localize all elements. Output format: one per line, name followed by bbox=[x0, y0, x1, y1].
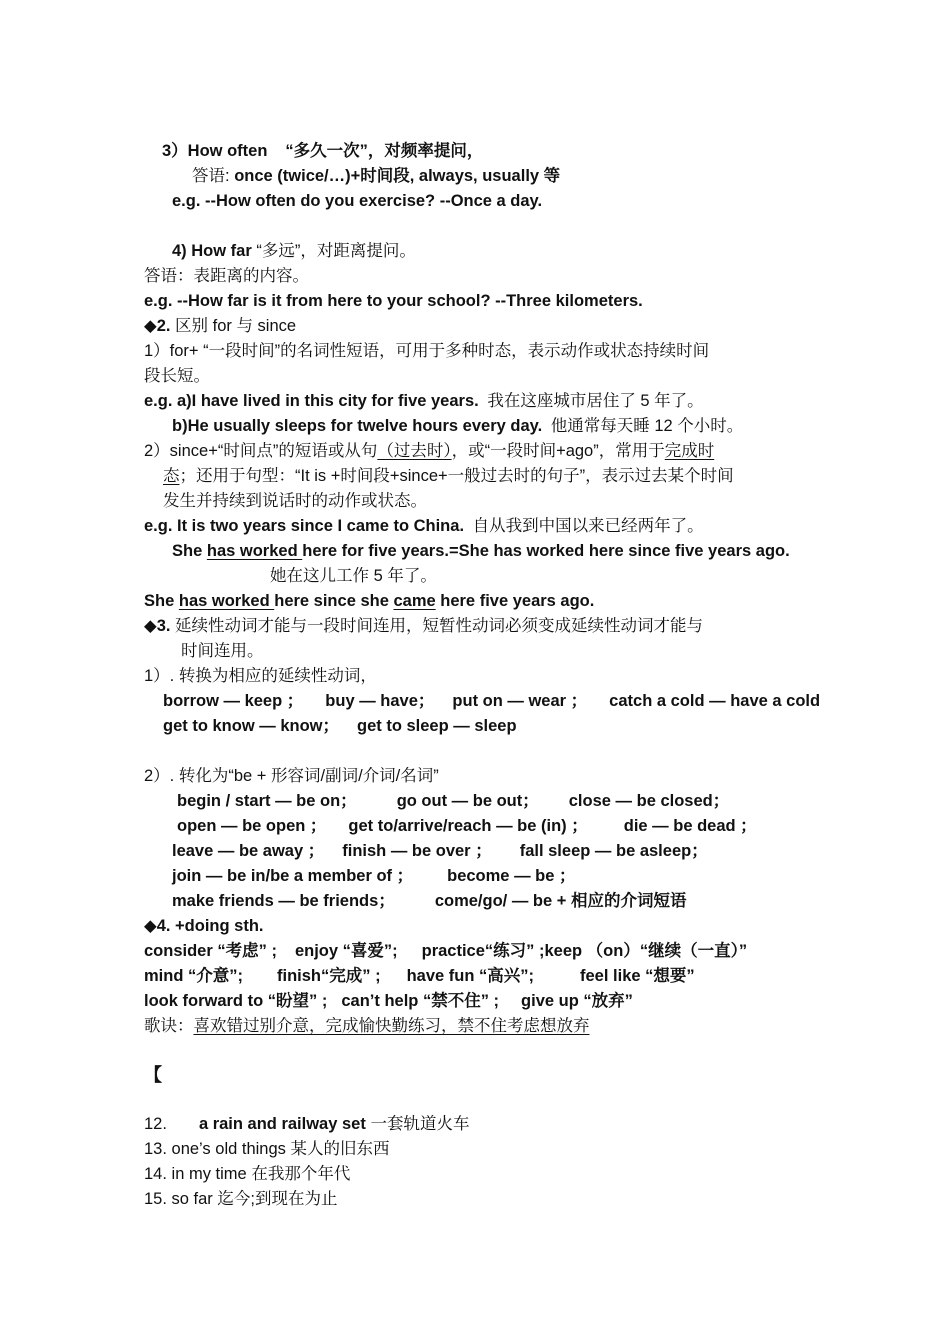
example-b-cn: 他通常每天睡 12 个小时。 bbox=[550, 417, 744, 435]
since-rule-line3: 发生并持续到说话时的动作或状态。 bbox=[163, 492, 427, 510]
vocab-number: 13. bbox=[144, 1140, 167, 1158]
section4-heading: ◆4. +doing sth. bbox=[144, 917, 264, 935]
verb-pair: make friends — be friends； bbox=[172, 892, 395, 910]
example-e bbox=[144, 589, 594, 614]
how-far-label: 4) How far bbox=[172, 242, 252, 260]
pairs2-row-c bbox=[172, 839, 708, 864]
vocab-item bbox=[144, 1187, 338, 1212]
section3-heading-line2: 时间连用。 bbox=[181, 642, 264, 660]
for-rule-line2: 段长短。 bbox=[144, 367, 210, 385]
pairs1-row-b bbox=[163, 714, 517, 739]
vocab-cn: 一套轨道火车 bbox=[370, 1115, 470, 1133]
how-far-example: e.g. --How far is it from here to your school? --Three kilometers. bbox=[144, 292, 643, 310]
since-rule-line2 bbox=[163, 464, 734, 489]
vocab-item bbox=[144, 1162, 350, 1187]
how-often-answer: once (twice/…)+时间段, always, usually 等 bbox=[234, 167, 561, 185]
verb-pair: put on — wear ； bbox=[452, 692, 588, 710]
example-d-subject: She bbox=[172, 542, 207, 560]
vocab-en: so far bbox=[171, 1190, 213, 1208]
verb-pair: catch a cold — have a cold bbox=[609, 692, 821, 710]
vocab-cn: 某人的旧东西 bbox=[290, 1140, 390, 1158]
rhyme-line bbox=[144, 1014, 590, 1039]
verb-pair: get to know — know； bbox=[163, 717, 339, 735]
verb-pair: come/go/ — be + 相应的介词短语 bbox=[434, 892, 687, 910]
verb-pair: get to sleep — sleep bbox=[357, 717, 517, 735]
since-rule-b: ，或“一段时间+ago”，常用于 bbox=[451, 442, 665, 460]
doing-row-1 bbox=[144, 939, 747, 964]
how-often-example: e.g. --How often do you exercise? --Once a day. bbox=[172, 192, 543, 210]
vocab-number: 15. bbox=[144, 1190, 167, 1208]
example-e-mid: here since she bbox=[274, 592, 394, 610]
verb-pair: become — be ； bbox=[447, 867, 576, 885]
doing-verb: have fun “高兴”; bbox=[406, 967, 535, 985]
how-often-meaning: “多久一次”，对频率提问， bbox=[285, 142, 484, 160]
doing-verb: can’t help “禁不住” ; bbox=[341, 992, 500, 1010]
example-d bbox=[172, 539, 790, 564]
verb-pair: get to/arrive/reach — be (in) ； bbox=[348, 817, 588, 835]
rhyme-label: 歌诀： bbox=[144, 1017, 194, 1035]
rhyme-text: 喜欢错过别介意，完成愉快勤练习，禁不住考虑想放弃 bbox=[193, 1017, 590, 1035]
doing-row-3 bbox=[144, 989, 633, 1014]
pairs2-row-d bbox=[172, 864, 576, 889]
verb-pair: finish — be over ； bbox=[342, 842, 492, 860]
how-often-answer-prefix: 答语: bbox=[192, 167, 230, 185]
section3-sub1: 1）. 转换为相应的延续性动词， bbox=[144, 667, 377, 685]
section3-sub2: 2）. 转化为“be + 形容词/副词/介词/名词” bbox=[144, 767, 439, 785]
doing-verb: mind “介意”; bbox=[144, 967, 243, 985]
section3-title: 延续性动词才能与一段时间连用，短暂性动词必须变成延续性动词才能与 bbox=[175, 617, 704, 635]
pairs2-row-b bbox=[177, 814, 757, 839]
pairs2-row-a bbox=[177, 789, 729, 814]
how-often-line bbox=[162, 139, 483, 164]
vocab-number: 14. bbox=[144, 1165, 167, 1183]
since-rule-a: 2）since+“时间点”的短语或从句 bbox=[144, 442, 378, 460]
example-c-cn: 自从我到中国以来已经两年了。 bbox=[472, 517, 704, 535]
verb-pair: leave — be away ； bbox=[172, 842, 325, 860]
vocab-en: a rain and railway set bbox=[198, 1115, 366, 1133]
verb-pair: fall sleep — be asleep； bbox=[519, 842, 708, 860]
section3-heading bbox=[144, 614, 703, 639]
verb-pair: borrow — keep ； bbox=[163, 692, 304, 710]
example-a bbox=[144, 389, 704, 414]
doing-verb: practice“练习” ;keep （on）“继续（一直）” bbox=[421, 942, 748, 960]
doing-verb: finish“完成” ; bbox=[277, 967, 381, 985]
doing-verb: feel like “想要” bbox=[580, 967, 695, 985]
verb-pair: open — be open ； bbox=[177, 817, 327, 835]
vocab-item bbox=[144, 1112, 469, 1137]
section2-title: 区别 for 与 since bbox=[175, 317, 297, 335]
how-often-answer-line bbox=[192, 164, 560, 189]
how-far-answer: 答语：表距离的内容。 bbox=[144, 267, 309, 285]
example-d-cn: 她在这儿工作 5 年了。 bbox=[270, 567, 437, 585]
since-sentence-pattern: ；还用于句型：“It is +时间段+since+一般过去时的句子”，表示过去某个时间 bbox=[179, 467, 734, 485]
for-rule-line1: 1）for+ “一段时间”的名词性短语，可用于多种时态，表示动作或状态持续时间 bbox=[144, 342, 710, 360]
how-far-line bbox=[172, 239, 416, 264]
example-d-rest: here for five years.=She has worked here since five years ago. bbox=[302, 542, 790, 560]
doing-verb: give up “放弃” bbox=[521, 992, 633, 1010]
how-far-meaning: “多远”，对距离提问。 bbox=[256, 242, 416, 260]
example-e-came: came bbox=[393, 592, 436, 610]
verb-pair: close — be closed； bbox=[568, 792, 730, 810]
verb-pair: join — be in/be a member of ； bbox=[172, 867, 414, 885]
example-e-subject: She bbox=[144, 592, 179, 610]
example-d-verb: has worked bbox=[206, 542, 303, 560]
section3-bullet: ◆3. bbox=[144, 617, 171, 635]
doing-verb: look forward to “盼望” ; bbox=[144, 992, 328, 1010]
vocab-cn: 在我那个年代 bbox=[251, 1165, 351, 1183]
since-past-tense: （过去时） bbox=[377, 442, 452, 460]
pairs2-row-e bbox=[172, 889, 687, 914]
example-e-rest: here five years ago. bbox=[435, 592, 595, 610]
section2-bullet: ◆2. bbox=[144, 317, 171, 335]
since-rule-line1 bbox=[144, 439, 714, 464]
example-b bbox=[172, 414, 743, 439]
example-c bbox=[144, 514, 704, 539]
vocab-number: 12. bbox=[144, 1115, 167, 1133]
example-e-verb: has worked bbox=[178, 592, 275, 610]
how-often-label: 3）How often bbox=[162, 142, 268, 160]
since-perfect-tense-end: 态 bbox=[163, 467, 180, 485]
example-b-en: b)He usually sleeps for twelve hours every day. bbox=[172, 417, 543, 435]
example-a-cn: 我在这座城市居住了 5 年了。 bbox=[487, 392, 704, 410]
example-c-en: e.g. It is two years since I came to China. bbox=[144, 517, 465, 535]
pairs1-row-a bbox=[163, 689, 820, 714]
doing-verb: consider “考虑” ; bbox=[144, 942, 277, 960]
doing-row-2 bbox=[144, 964, 695, 989]
verb-pair: begin / start — be on； bbox=[177, 792, 357, 810]
open-bracket: 【 bbox=[144, 1065, 162, 1085]
verb-pair: buy — have； bbox=[325, 692, 435, 710]
verb-pair: go out — be out； bbox=[396, 792, 539, 810]
verb-pair: die — be dead ； bbox=[623, 817, 757, 835]
section2-heading bbox=[144, 314, 296, 339]
vocab-en: in my time bbox=[171, 1165, 247, 1183]
example-a-en: e.g. a)I have lived in this city for five years. bbox=[144, 392, 479, 410]
vocab-en: one’s old things bbox=[171, 1140, 286, 1158]
vocab-item bbox=[144, 1137, 390, 1162]
vocab-cn: 迄今;到现在为止 bbox=[217, 1190, 338, 1208]
since-perfect-tense: 完成时 bbox=[664, 442, 715, 460]
doing-verb: enjoy “喜爱”; bbox=[294, 942, 398, 960]
